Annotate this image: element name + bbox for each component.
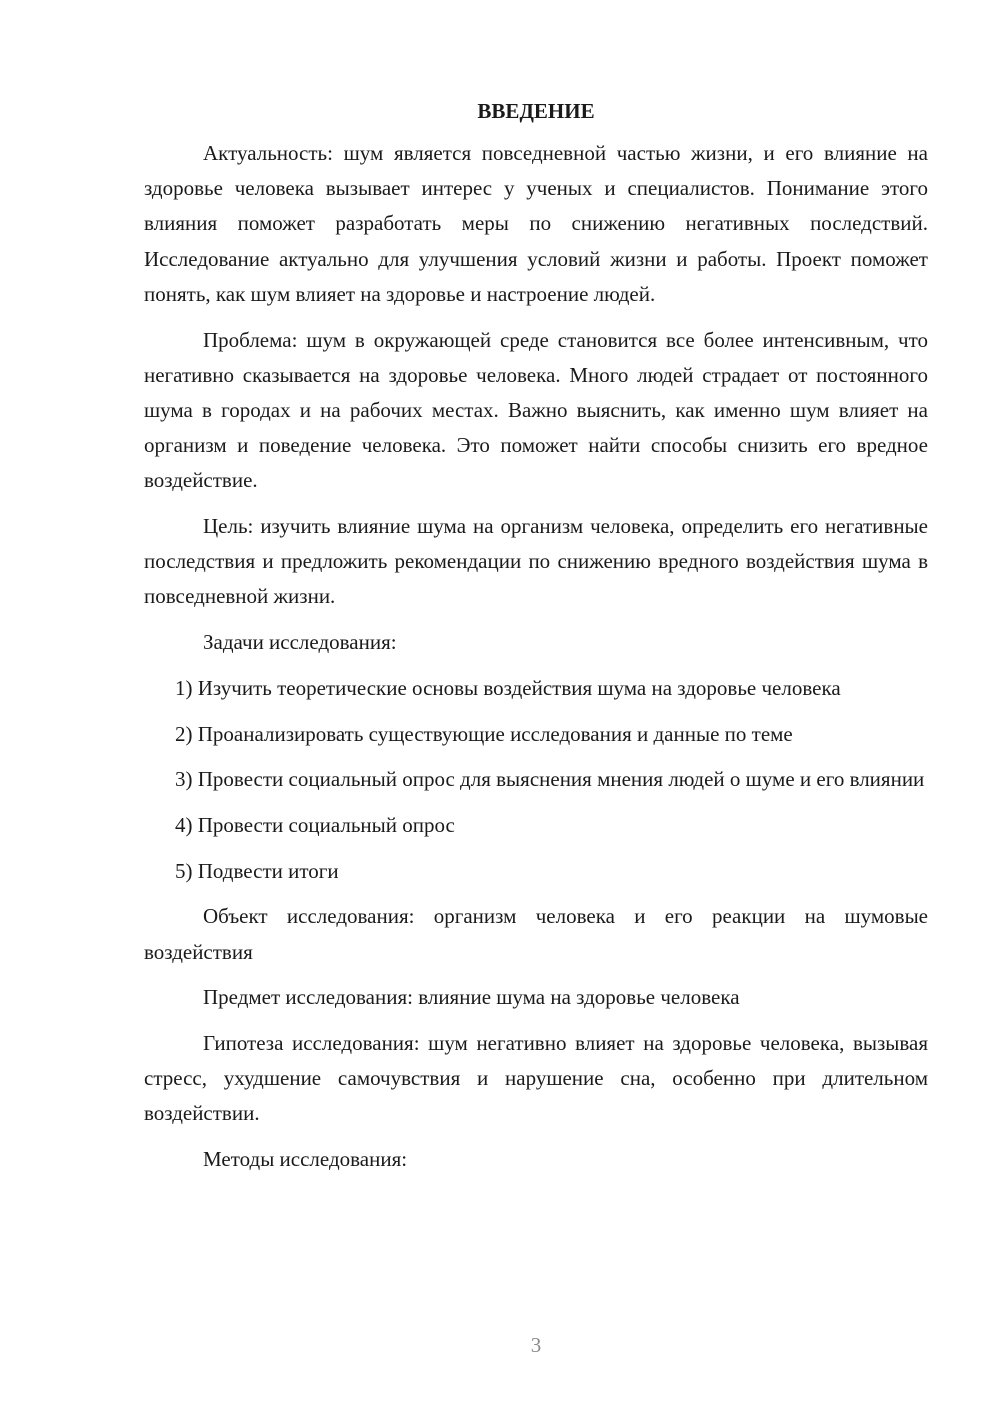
methods-heading: Методы исследования: (203, 1147, 408, 1172)
task-item-2: 2) Проанализировать существующие исследования и данные по теме (175, 721, 793, 746)
object-paragraph: Объект исследования: организм человека и его реакции на шумовые воздействия (144, 904, 928, 964)
problem-paragraph: Проблема: шум в окружающей среде становится все более интенсивным, что негативно сказывается на здоровье человека. Много людей страдает от постоянного шума в городах и на рабочих местах. Важно выяснить, как именно шум влияет на организм и поведение человека. Это поможет найти способы снизить его вредное воздействие. (144, 327, 928, 493)
page-title: ВВЕДЕНИЕ (477, 99, 595, 123)
hypothesis-paragraph: Гипотеза исследования: шум негативно влияет на здоровье человека, вызывая стресс, ухудшение самочувствия и нарушение сна, особенно при длительном воздействии. (144, 1030, 928, 1126)
subject-paragraph: Предмет исследования: влияние шума на здоровье человека (203, 985, 740, 1010)
tasks-heading: Задачи исследования: (203, 630, 397, 655)
task-item-5: 5) Подвести итоги (175, 858, 339, 883)
goal-paragraph: Цель: изучить влияние шума на организм человека, определить его негативные последствия и предложить рекомендации по снижению вредного воздействия шума в повседневной жизни. (144, 514, 928, 609)
task-item-1: 1) Изучить теоретические основы воздействия шума на здоровье человека (175, 675, 841, 700)
document-page (144, 95, 928, 1188)
relevance-paragraph: Актуальность: шум является повседневной частью жизни, и его влияние на здоровье человека вызывает интерес у ученых и специалистов. Понимание этого влияния поможет разработать меры по снижению негативных последствий. Исследование актуально для улучшения условий жизни и работы. Проект поможет понять, как шум влияет на здоровье и настроение людей. (144, 141, 928, 306)
task-item-3: 3) Провести социальный опрос для выяснения мнения людей о шуме и его влиянии (175, 767, 925, 792)
task-item-4: 4) Провести социальный опрос (175, 812, 455, 837)
page-number: 3 (530, 1333, 542, 1357)
